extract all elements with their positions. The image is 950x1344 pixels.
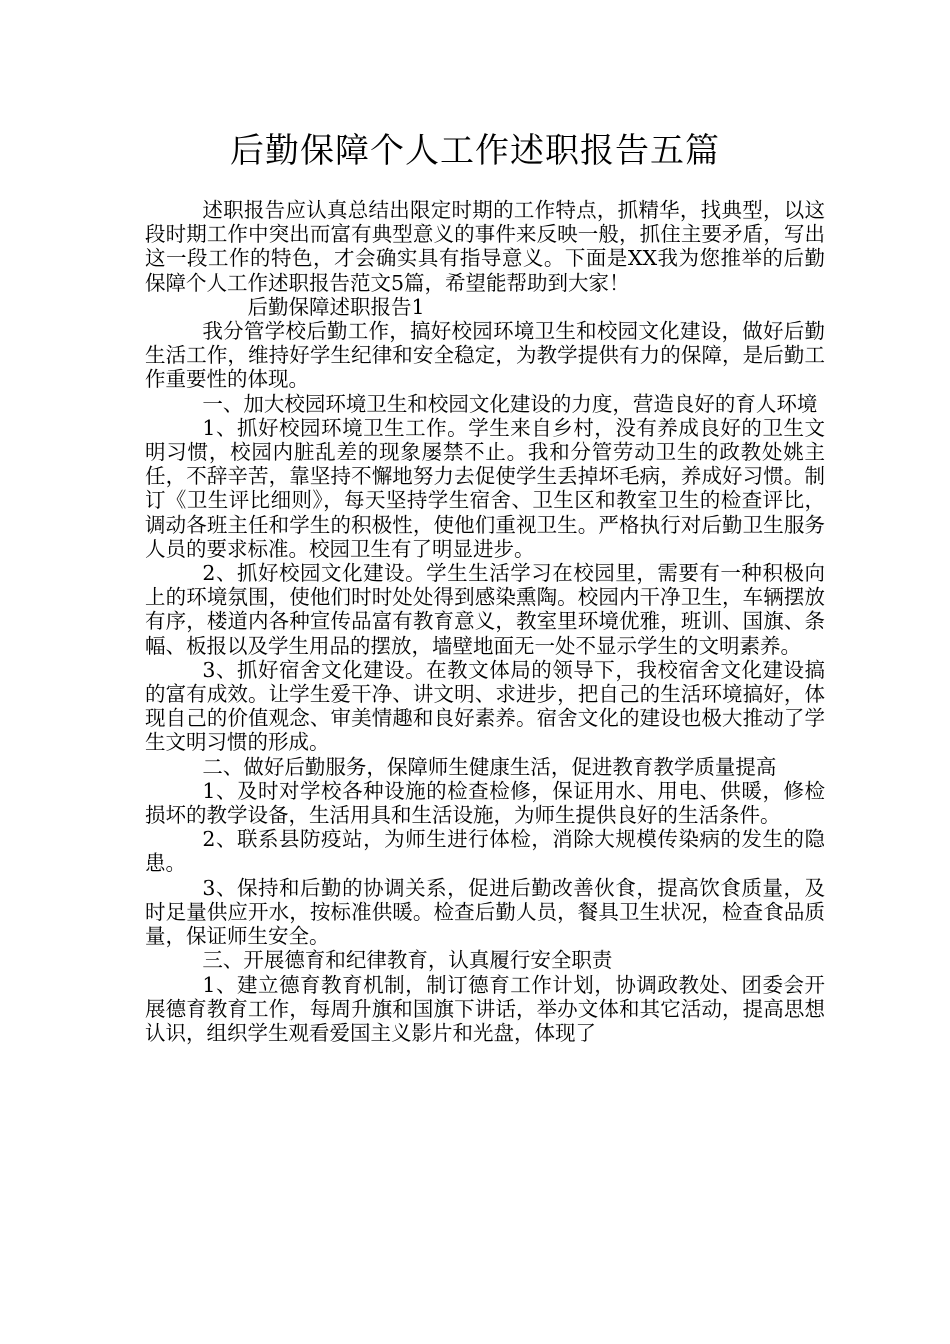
body-paragraph: 我分管学校后勤工作，搞好校园环境卫生和校园文化建设，做好后勤生活工作，维持好学生纪律和安全稳定，为教学提供有力的保障，是后勤工作重要性的体现。 [145,319,825,392]
report-subtitle: 后勤保障述职报告1 [247,294,425,319]
body-paragraph: 2、联系县防疫站，为师生进行体检，消除大规模传染病的发生的隐患。 [145,827,825,876]
intro-paragraph: 述职报告应认真总结出限定时期的工作特点，抓精华，找典型，以这段时期工作中突出而富有典型意义的事件来反映一般，抓住主要矛盾，写出这一段工作的特色，才会确实具有指导意义。下面是XX我为您推举的后勤保障个人工作述职报告范文5篇，希望能帮助到大家！ [145,198,825,295]
body-paragraph: 3、保持和后勤的协调关系，促进后勤改善伙食，提高饮食质量，及时足量供应开水，按标准供暖。检查后勤人员，餐具卫生状况，检查食品质量，保证师生安全。 [145,875,825,949]
body-paragraph: 1、建立德育教育机制，制订德育工作计划，协调政教处、团委会开展德育教育工作，每周升旗和国旗下讲话，举办文体和其它活动，提高思想认识，组织学生观看爱国主义影片和光盘，体现了 [145,972,825,1045]
section-heading-1: 一、加大校园环境卫生和校园文化建设的力度，营造良好的育人环境 [202,391,818,416]
document-body [145,198,825,1045]
body-paragraph: 1、及时对学校各种设施的检查检修，保证用水、用电、供暖，修检损坏的教学设备，生活用具和生活设施，为师生提供良好的生活条件。 [145,778,825,828]
section-heading-3: 三、开展德育和纪律教育，认真履行安全职责 [202,948,613,973]
body-paragraph: 2、抓好校园文化建设。学生生活学习在校园里，需要有一种积极向上的环境氛围，使他们时时处处得到感染熏陶。校园内干净卫生，车辆摆放有序，楼道内各种宣传品富有教育意义，教室里环境优雅，班训、国旗、条幅、板报以及学生用品的摆放，墙壁地面无一处不显示学生的文明素养。 [145,561,825,658]
document-title: 后勤保障个人工作述职报告五篇 [230,131,720,171]
body-paragraph: 3、抓好宿舍文化建设。在教文体局的领导下，我校宿舍文化建设搞的富有成效。让学生爱干净、讲文明、求进步，把自己的生活环境搞好，体现自己的价值观念、审美情趣和良好素养。宿舍文化的建设也极大推动了学生文明习惯的形成。 [145,657,825,755]
body-paragraph: 1、抓好校园环境卫生工作。学生来自乡村，没有养成良好的卫生文明习惯，校园内脏乱差的现象屡禁不止。我和分管劳动卫生的政教处姚主任，不辞辛苦，靠坚持不懈地努力去促使学生丢掉坏毛病，养成好习惯。制订《卫生评比细则》，每天坚持学生宿舍、卫生区和教室卫生的检查评比，调动各班主任和学生的积极性，使他们重视卫生。严格执行对后勤卫生服务人员的要求标准。校园卫生有了明显进步。 [145,415,825,561]
section-heading-2: 二、做好后勤服务，保障师生健康生活，促进教育教学质量提高 [202,754,777,779]
